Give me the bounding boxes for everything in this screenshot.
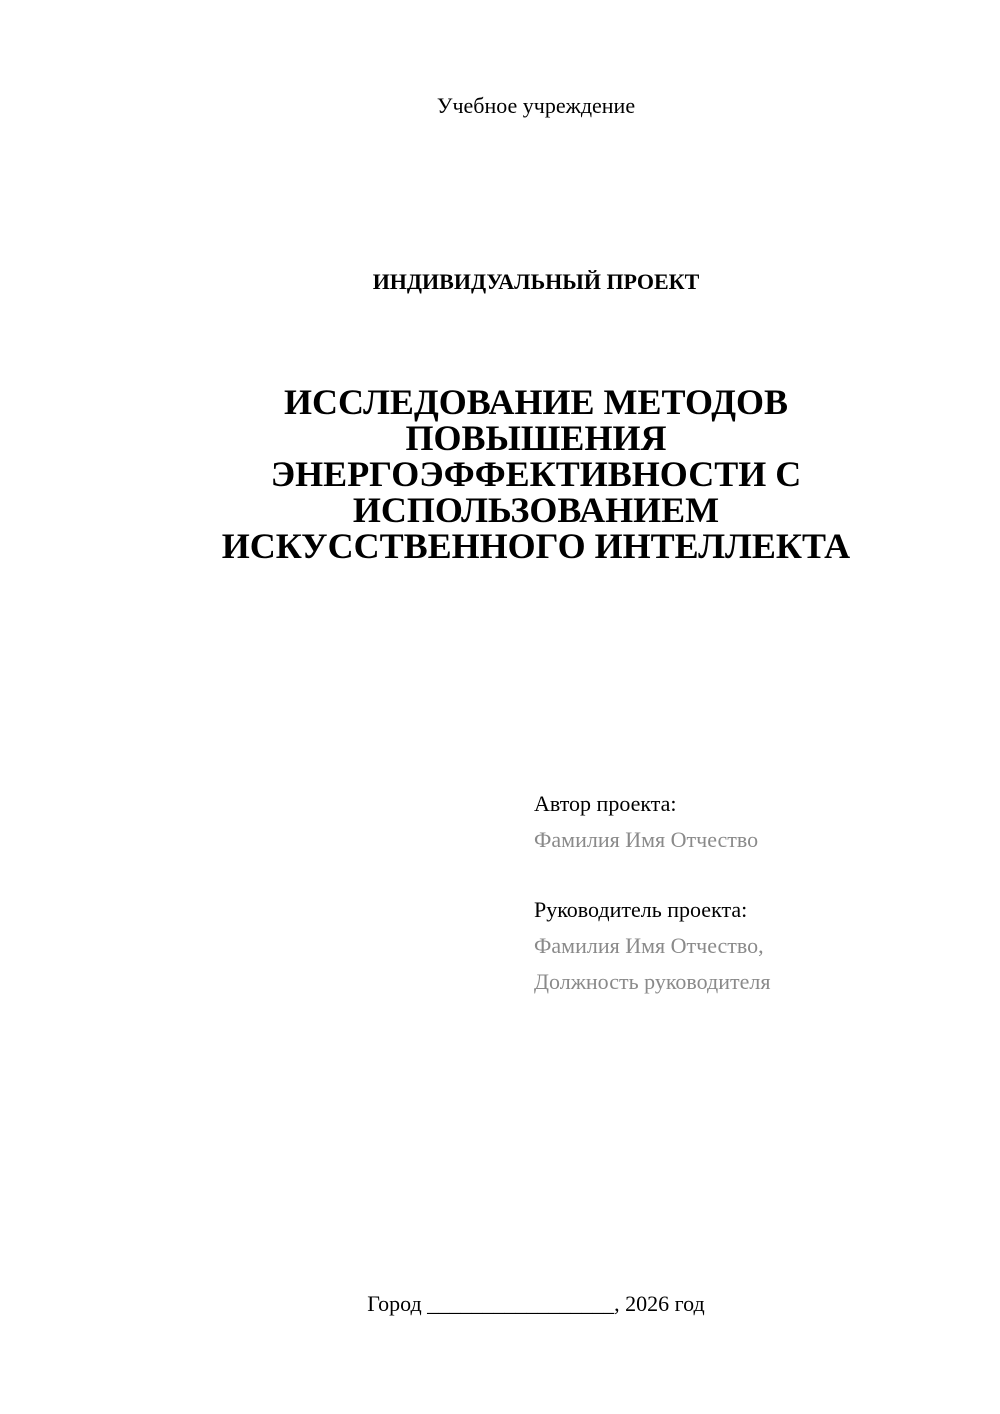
author-name: Фамилия Имя Отчество — [534, 827, 759, 852]
project-title — [0, 384, 1000, 564]
credits-block — [534, 786, 954, 1000]
credits-spacer — [534, 858, 954, 892]
supervisor-name: Фамилия Имя Отчество, — [534, 933, 764, 958]
project-title-line-4: ИСПОЛЬЗОВАНИЕМ — [352, 490, 720, 530]
project-title-line-2: ПОВЫШЕНИЯ — [405, 418, 667, 458]
supervisor-position: Должность руководителя — [534, 969, 771, 994]
project-title-line-3: ЭНЕРГОЭФФЕКТИВНОСТИ С — [270, 454, 802, 494]
supervisor-label: Руководитель проекта: — [534, 897, 748, 922]
project-title-line-1: ИССЛЕДОВАНИЕ МЕТОДОВ — [284, 382, 788, 422]
project-title-line-5: ИСКУССТВЕННОГО ИНТЕЛЛЕКТА — [221, 526, 851, 566]
document-type: ИНДИВИДУАЛЬНЫЙ ПРОЕКТ — [372, 269, 700, 294]
city-year-line: Город _________________, 2026 год — [367, 1291, 705, 1316]
institution-name: Учебное учреждение — [436, 93, 636, 118]
author-label: Автор проекта: — [534, 791, 677, 816]
